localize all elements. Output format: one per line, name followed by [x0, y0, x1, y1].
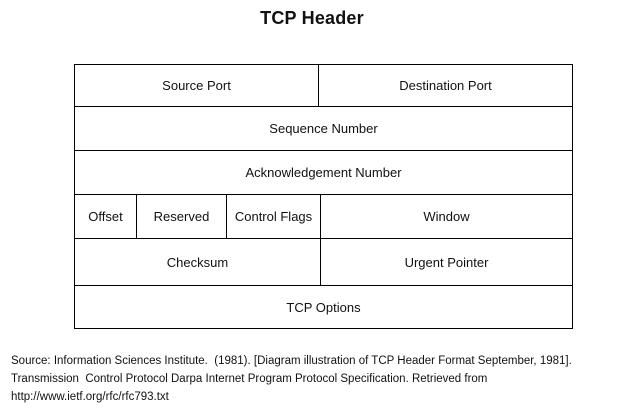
diagram-title: TCP Header: [260, 8, 364, 28]
citation-line: Transmission Control Protocol Darpa Internet Program Protocol Specification. Retrieved from: [11, 373, 488, 385]
field-acknowledgement-number: Acknowledgement Number: [245, 165, 402, 180]
field-reserved: Reserved: [153, 209, 210, 224]
field-checksum: Checksum: [166, 254, 229, 270]
field-destination-port: Destination Port: [399, 78, 492, 93]
citation-line: Source: Information Sciences Institute. (1981). [Diagram illustration of TCP Header Format September, 1981].: [11, 355, 572, 367]
tcp-header-diagram: [74, 64, 573, 329]
field-sequence-number: Sequence Number: [269, 121, 378, 136]
field-control-flags: Control Flags: [234, 209, 313, 224]
field-tcp-options: TCP Options: [286, 299, 361, 315]
source-citation: [11, 352, 615, 406]
citation-link[interactable]: http://www.ietf.org/rfc/rfc793.txt: [11, 391, 169, 403]
field-urgent-pointer: Urgent Pointer: [404, 254, 489, 270]
field-source-port: Source Port: [162, 78, 231, 93]
field-offset: Offset: [88, 209, 123, 224]
field-window: Window: [423, 209, 470, 224]
